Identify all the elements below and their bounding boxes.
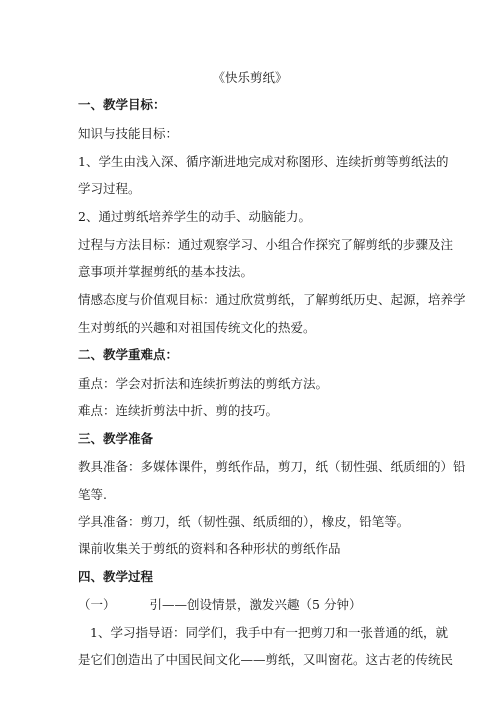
subsection-number: （一） (78, 597, 116, 612)
document-title: 《快乐剪纸》 (212, 70, 288, 85)
section-heading-preparation: 三、教学准备 (78, 431, 154, 446)
paragraph-line (78, 597, 430, 613)
paragraph-line: 2、通过剪纸培养学生的动手、动脑能力。 (78, 209, 311, 224)
section-heading-process: 四、教学过程 (78, 569, 154, 584)
subsection-title: 引——创设情景，激发兴趣（5 分钟） (149, 597, 362, 612)
paragraph-line: 学具准备：剪刀，纸（韧性强、纸质细的），橡皮，铅笔等。 (78, 514, 410, 529)
paragraph-line: 知识与技能目标： (78, 126, 179, 141)
paragraph-line: 是它们创造出了中国民间文化——剪纸，又叫窗花。这古老的传统民 (78, 652, 454, 667)
paragraph-line: 教具准备：多媒体课件，剪纸作品，剪刀，纸（韧性强、纸质细的）铅 (78, 459, 466, 474)
paragraph-line: 意事项并掌握剪纸的基本技法。 (78, 264, 254, 279)
paragraph-line: 课前收集关于剪纸的资料和各种形状的剪纸作品 (78, 541, 341, 556)
section-heading-objectives: 一、教学目标： (78, 97, 166, 112)
paragraph-line: 重点：学会对折法和连续折剪法的剪纸方法。 (78, 376, 329, 391)
paragraph-line: 笔等. (78, 487, 107, 502)
paragraph-line: 学习过程。 (78, 181, 141, 196)
paragraph-line: 1、学生由浅入深、循序渐进地完成对称图形、连续折剪等剪纸法的 (78, 154, 449, 169)
paragraph-line: 过程与方法目标：通过观察学习、小组合作探究了解剪纸的步骤及注 (78, 237, 454, 252)
section-heading-key-points: 二、教学重难点： (78, 347, 179, 362)
paragraph-line: 1、学习指导语：同学们，我手中有一把剪刀和一张普通的纸，就 (90, 625, 448, 640)
paragraph-line: 生对剪纸的兴趣和对祖国传统文化的热爱。 (78, 320, 316, 335)
paragraph-line: 难点：连续折剪法中折、剪的技巧。 (78, 403, 279, 418)
paragraph-line: 情感态度与价值观目标：通过欣赏剪纸，了解剪纸历史、起源，培养学 (78, 292, 466, 307)
